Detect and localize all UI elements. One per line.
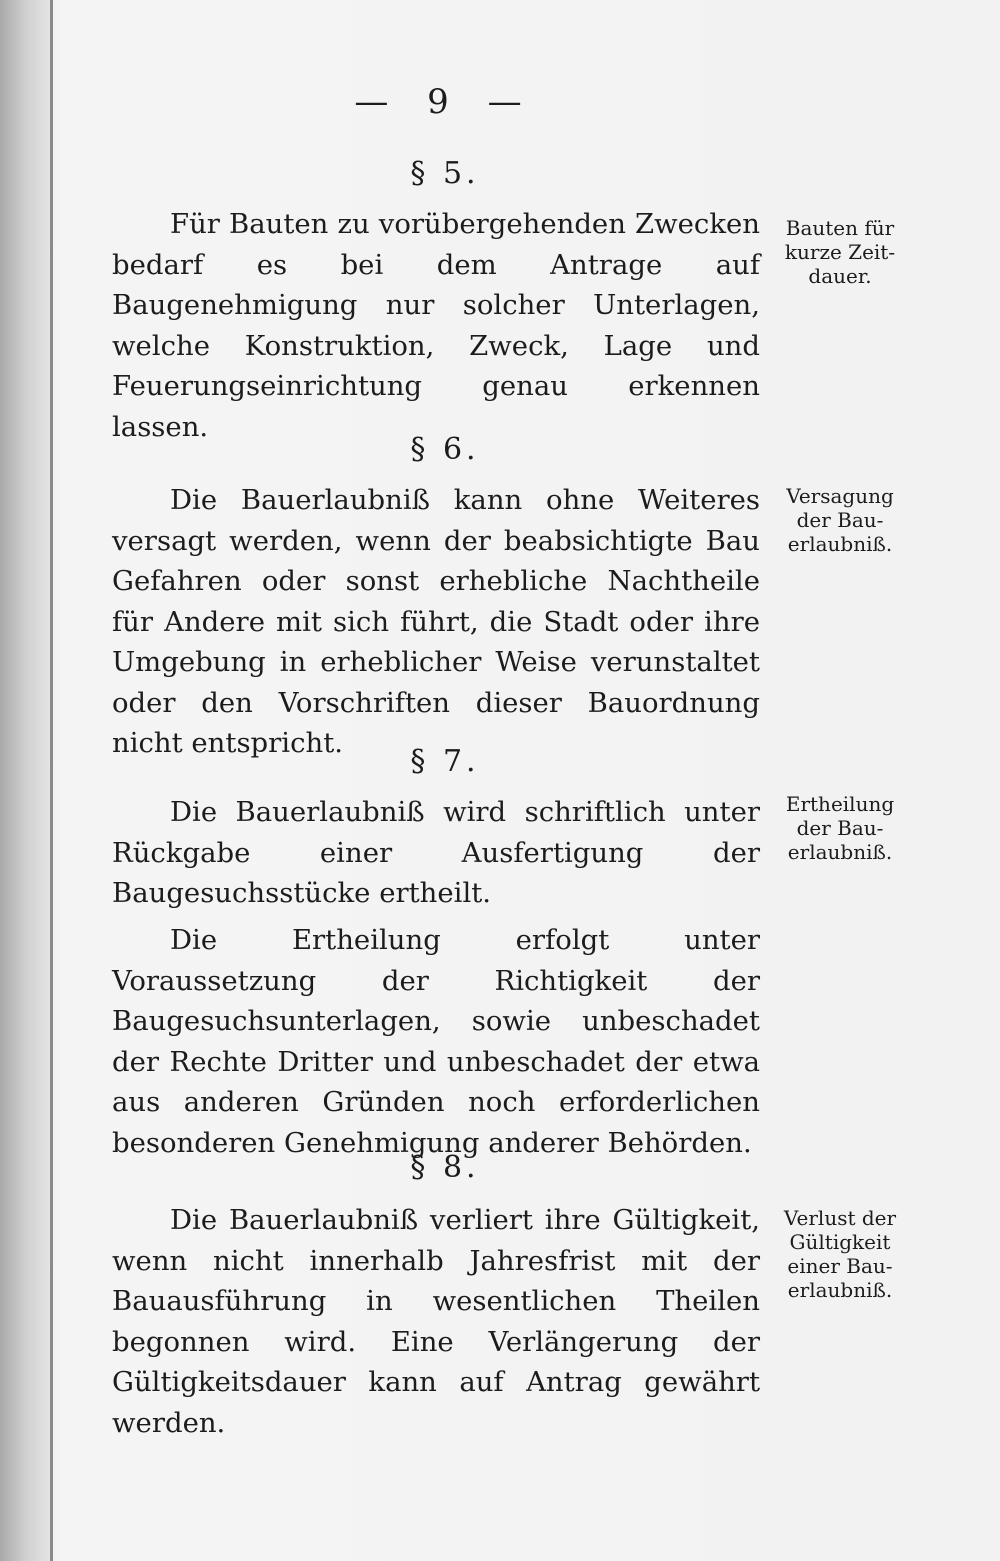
margin-note-line: erlaubniß.: [787, 1278, 893, 1302]
section-6-heading: § 6.: [410, 432, 480, 467]
section-6-paragraph-1: Die Bauerlaubniß kann ohne Weiteres versagt werden, wenn der beabsichtigte Bau Gefahren oder sonst erhebliche Nachtheile für Andere mit sich führt, die Stadt oder ihre Umgebung in erheblicher Weise verunstaltet oder den Vorschriften dieser Bauordnung nicht entspricht.: [112, 484, 760, 759]
section-8-margin-note: [766, 1206, 914, 1302]
section-8-heading: § 8.: [410, 1150, 480, 1185]
section-7-heading: § 7.: [410, 744, 480, 779]
section-7-margin-note: [766, 792, 914, 864]
margin-note-line: der Bau-: [796, 508, 884, 532]
section-5-heading: § 5.: [410, 156, 480, 191]
margin-note-line: der Bau-: [796, 816, 884, 840]
margin-note-line: erlaubniß.: [787, 840, 893, 864]
margin-note-line: kurze Zeit-: [784, 240, 896, 264]
section-5-paragraph-1: Für Bauten zu vorübergehenden Zwecken bedarf es bei dem Antrage auf Baugenehmigung nur solcher Unterlagen, welche Konstruktion, Zweck, Lage und Feuerungseinrichtung genau erkennen lassen.: [112, 208, 760, 443]
book-gutter-shadow: [0, 0, 52, 1561]
margin-note-line: Verlust der: [783, 1206, 897, 1230]
section-6-margin-note: [766, 484, 914, 556]
section-7-paragraph-2: Die Ertheilung erfolgt unter Voraussetzung der Richtigkeit der Baugesuchsunterlagen, sowie unbeschadet der Rechte Dritter und unbeschadet der etwa aus anderen Gründen noch erforderlichen besonderen Genehmigung anderer Behörden.: [112, 924, 760, 1159]
section-5-margin-note: [766, 216, 914, 288]
margin-note-line: erlaubniß.: [787, 532, 893, 556]
page-number: — 9 —: [354, 82, 536, 122]
margin-note-line: Bauten für: [785, 216, 895, 240]
section-7-paragraph-1: Die Bauerlaubniß wird schriftlich unter Rückgabe einer Ausfertigung der Baugesuchsstücke ertheilt.: [112, 796, 760, 909]
margin-note-line: Ertheilung: [785, 792, 895, 816]
book-spine-edge: [50, 0, 53, 1561]
section-8-paragraph-1: Die Bauerlaubniß verliert ihre Gültigkeit, wenn nicht innerhalb Jahresfrist mit der Bauausführung in wesentlichen Theilen begonnen wird. Eine Verlängerung der Gültigkeitsdauer kann auf Antrag gewährt werden.: [112, 1204, 760, 1439]
margin-note-line: einer Bau-: [787, 1254, 893, 1278]
margin-note-line: Versagung: [786, 484, 894, 508]
margin-note-line: dauer.: [808, 264, 872, 288]
margin-note-line: Gültigkeit: [789, 1230, 891, 1254]
